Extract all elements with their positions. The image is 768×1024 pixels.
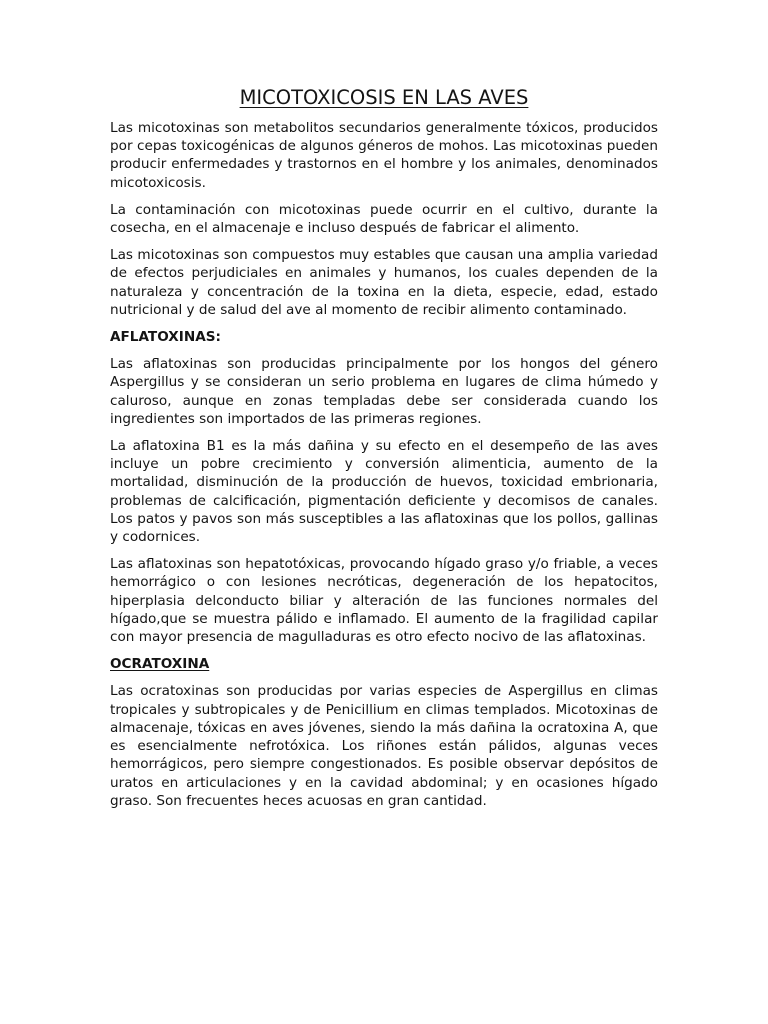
intro-paragraph-2: La contaminación con micotoxinas puede ocurrir en el cultivo, durante la cosecha, en el almacenaje e incluso después de fabricar el alimento.	[110, 201, 658, 237]
intro-paragraph-3: Las micotoxinas son compuestos muy estables que causan una amplia variedad de efectos perjudiciales en animales y humanos, los cuales dependen de la naturaleza y concentración de la toxina en la dieta, especie, edad, estado nutricional y de salud del ave al momento de recibir alimento contaminado.	[110, 247, 658, 318]
document-page	[110, 86, 658, 819]
section-heading-ocratoxina: OCRATOXINA	[110, 656, 210, 673]
ocratoxina-paragraph-1: Las ocratoxinas son producidas por varias especies de Aspergillus en climas tropicales y subtropicales y de Penicillium en climas templados. Micotoxinas de almacenaje, tóxicas en aves jóvenes, siendo la más dañina la ocratoxina A, que es esencialmente nefrotóxica. Los riñones están pálidos, algunas veces hemorrágicos, pero siempre congestionados. Es posible observar depósitos de uratos en articulaciones y en la cavidad abdominal; y en ocasiones hígado graso. Son frecuentes heces acuosas en gran cantidad.	[110, 683, 658, 809]
document-title: MICOTOXICOSIS EN LAS AVES	[239, 86, 529, 109]
aflatoxinas-paragraph-3: Las aflatoxinas son hepatotóxicas, provocando hígado graso y/o friable, a veces hemorrágico o con lesiones necróticas, degeneración de los hepatocitos, hiperplasia delconducto biliar y alteración de las funciones normales del hígado,que se muestra pálido e inflamado. El aumento de la fragilidad capilar con mayor presencia de magulladuras es otro efecto nocivo de las aflatoxinas.	[110, 556, 658, 646]
intro-paragraph-1: Las micotoxinas son metabolitos secundarios generalmente tóxicos, producidos por cepas toxicogénicas de algunos géneros de mohos. Las micotoxinas pueden producir enfermedades y trastornos en el hombre y los animales, denominados micotoxicosis.	[110, 120, 658, 191]
section-heading-aflatoxinas: AFLATOXINAS:	[110, 329, 221, 346]
aflatoxinas-paragraph-1: Las aflatoxinas son producidas principalmente por los hongos del género Aspergillus y se consideran un serio problema en lugares de clima húmedo y caluroso, aunque en zonas templadas debe ser considerada cuando los ingredientes son importados de las primeras regiones.	[110, 356, 658, 427]
aflatoxinas-paragraph-2: La aflatoxina B1 es la más dañina y su efecto en el desempeño de las aves incluye un pobre crecimiento y conversión alimenticia, aumento de la mortalidad, disminución de la producción de huevos, toxicidad embrionaria, problemas de calcificación, pigmentación deficiente y decomisos de canales. Los patos y pavos son más susceptibles a las aflatoxinas que los pollos, gallinas y codornices.	[110, 438, 658, 546]
